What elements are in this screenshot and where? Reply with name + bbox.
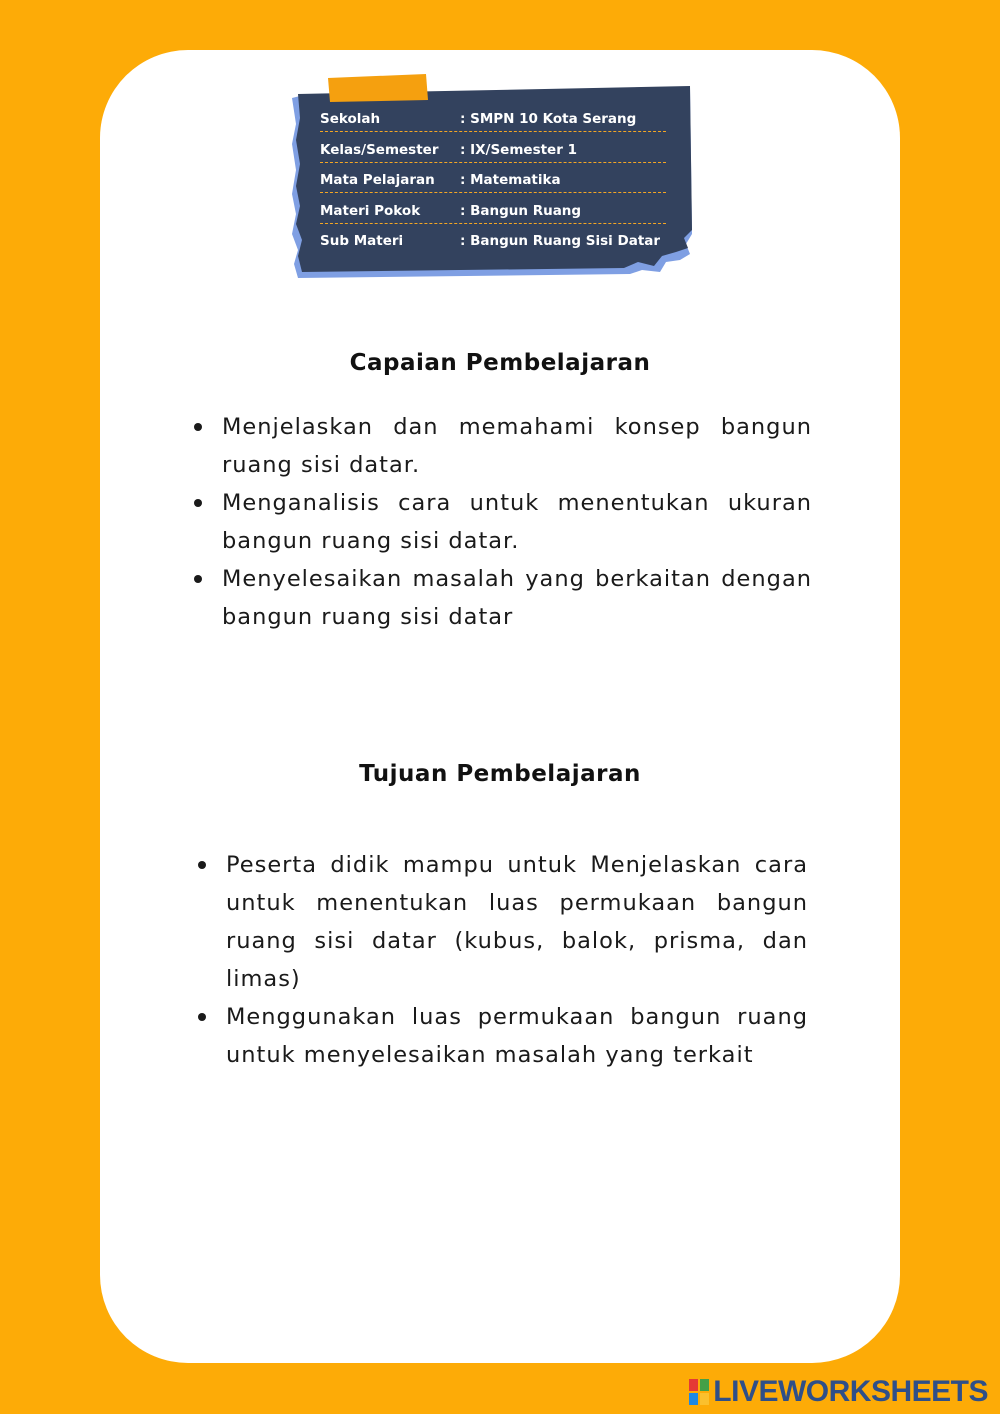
info-key: Materi Pokok — [320, 202, 421, 219]
info-value: : IX/Semester 1 — [460, 141, 577, 158]
bullet-icon — [194, 575, 202, 583]
list-item — [192, 484, 812, 560]
info-key: Mata Pelajaran — [320, 172, 435, 188]
info-rows — [320, 108, 670, 261]
info-row-materi — [320, 200, 670, 231]
info-key: Kelas/Semester — [320, 141, 439, 158]
info-value: : Matematika — [460, 172, 561, 188]
info-board — [290, 74, 702, 284]
info-key: Sekolah — [320, 111, 381, 127]
tujuan-list — [196, 846, 808, 1074]
list-item — [196, 846, 808, 998]
bullet-icon — [194, 499, 202, 507]
brand-text: LIVEWORKSHEETS — [713, 1375, 988, 1408]
list-item — [196, 998, 808, 1074]
list-item-text: Peserta didik mampu untuk Menjelaskan cara untuk menentukan luas permukaan bangun ruang sisi datar (kubus, balok, prisma, dan limas) — [226, 852, 808, 992]
list-item-text: Menganalisis cara untuk menentukan ukuran bangun ruang sisi datar. — [222, 490, 812, 554]
info-value: : SMPN 10 Kota Serang — [460, 111, 637, 127]
liveworksheets-cube-icon — [689, 1379, 709, 1405]
bullet-icon — [198, 1013, 206, 1021]
tujuan-title: Tujuan Pembelajaran — [359, 761, 641, 787]
info-key: Sub Materi — [320, 233, 404, 249]
dashed-divider — [320, 162, 666, 163]
capaian-title: Capaian Pembelajaran — [349, 350, 651, 376]
info-row-submateri — [320, 230, 670, 261]
info-row-kelas — [320, 139, 670, 170]
bullet-icon — [198, 861, 206, 869]
bullet-icon — [194, 423, 202, 431]
dashed-divider — [320, 192, 666, 193]
info-value: : Bangun Ruang — [460, 202, 582, 219]
list-item-text: Menjelaskan dan memahami konsep bangun ruang sisi datar. — [222, 414, 812, 478]
capaian-list — [192, 408, 812, 636]
list-item-text: Menyelesaikan masalah yang berkaitan dengan bangun ruang sisi datar — [222, 566, 812, 630]
list-item — [192, 560, 812, 636]
dashed-divider — [320, 223, 666, 224]
info-row-sekolah — [320, 108, 670, 139]
info-value: : Bangun Ruang Sisi Datar — [460, 233, 661, 249]
liveworksheets-logo[interactable] — [689, 1376, 988, 1408]
list-item-text: Menggunakan luas permukaan bangun ruang untuk menyelesaikan masalah yang terkait — [226, 1004, 808, 1068]
info-row-mapel — [320, 169, 670, 200]
dashed-divider — [320, 131, 666, 132]
list-item — [192, 408, 812, 484]
